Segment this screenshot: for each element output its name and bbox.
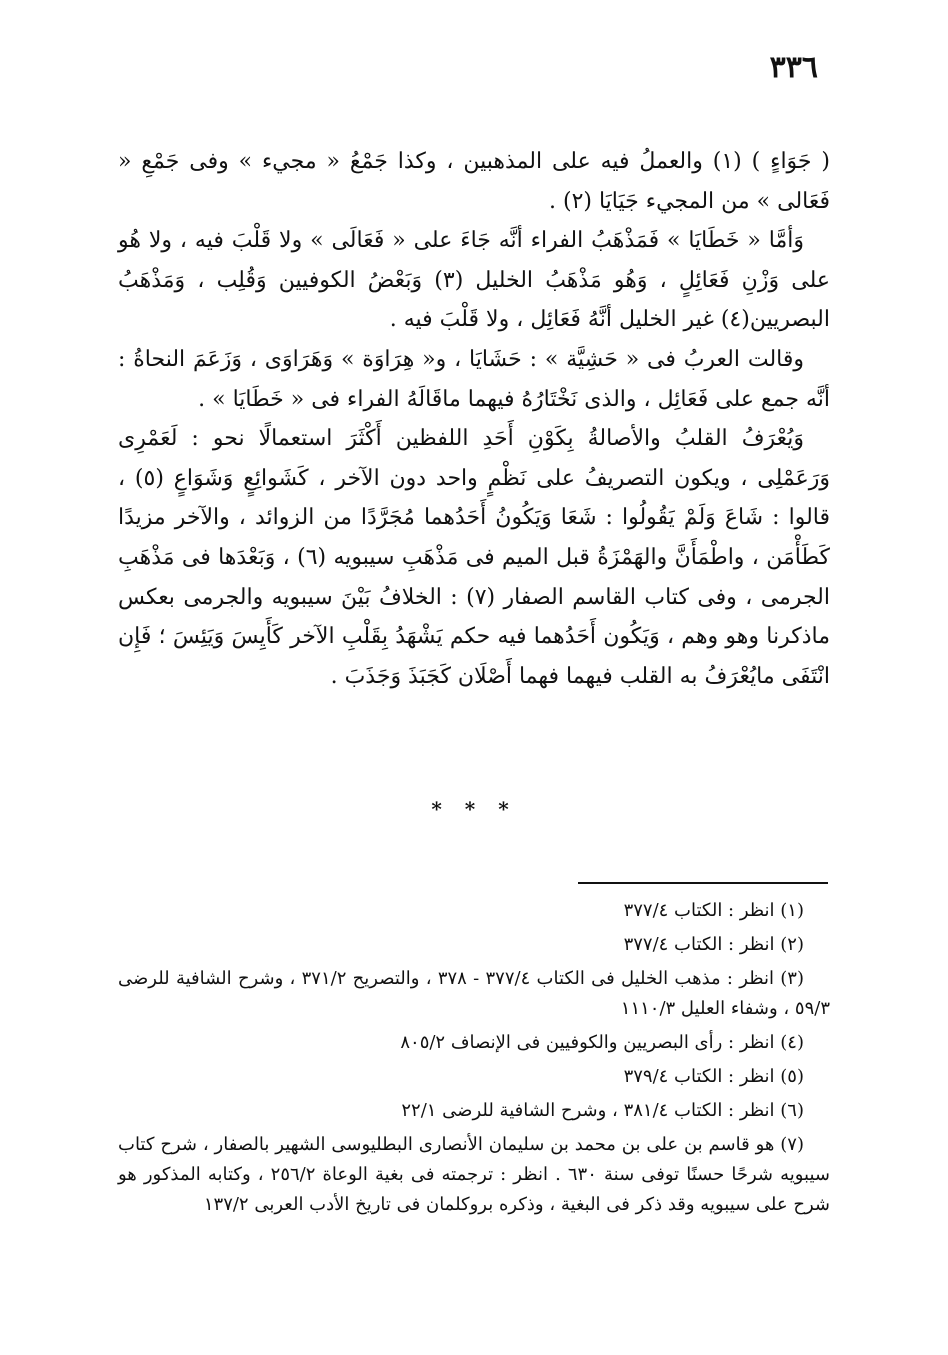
footnote: (٤) انظر : رأى البصريين والكوفيين فى الإنصاف ٨٠٥/٢ bbox=[400, 1032, 804, 1053]
paragraph: ( جَوَاءٍ ) (١) والعملُ فيه على المذهبين ، وكذا جَمْعُ « مجيء » وفى جَمْعِ « فَعَالى » من المجيء جَيَايَا (٢) . bbox=[118, 149, 830, 214]
paragraph: وَيُعْرَفُ القلبُ والأصالةُ بِكَوْنِ أَحَدِ اللفظين أَكْثَرَ استعمالًا نحو : لَعَمْرِى وَرَعَمْلِى ، ويكون التصريفُ على نَظْمٍ واحد دون الآخر ، كَشَوائِعٍ وَشَوَاعٍ (٥) ، قالوا : شَاعَ وَلَمْ يَقُولُوا : شَعَا وَيَكُونُ أَحَدُهما مُجَرَّدًا من الزوائد ، والآخر مزيدًا كَطَأْمَن ، واطْمَأَنَّ والهَمْزَةُ قبل الميم فى مَذْهَبِ سيبويه (٦) ، وَبَعْدَها فى مَذْهَبِ الجرمى ، وفى كتاب القاسم الصفار (٧) : الخلافُ بَيْنَ سيبويه والجرمى بعكس ماذكرنا وهو وهم ، وَيَكُون أَحَدُهما فيه حكم يَشْهَدُ بِقَلْبِ الآخر كَأَيِسَ وَيَئِسَ ؛ فَإِن انْتَفَى مايُعْرَفُ به القلب فيهما فهما أَصْلَان كَجَبَذَ وَجَذَبَ . bbox=[118, 426, 830, 689]
paragraph: وقالت العربُ فى « حَشِيَّة » : حَشَايَا ، و« هِرَاوَة » وَهَرَاوَى ، وَزَعَمَ النحاةُ : أنَّه جمع على فَعَائِل ، والذى نَخْتَارُهُ فيهما ماقَالَهُ الفراء فى « خَطَايَا » . bbox=[118, 346, 830, 412]
footnote: (٧) هو قاسم بن على بن محمد بن سليمان الأنصارى البطليوسى الشهير بالصفار ، شرح كتاب سيبويه شرحًا حسنًا توفى سنة ٦٣٠ . انظر : ترجمته فى بغية الوعاة ٢٥٦/٢ ، وكتابه المذكور هو شرح على سيبويه وقد ذكر فى البغية ، وذكره بروكلمان فى تاريخ الأدب العربى ١٣٧/٢ bbox=[118, 1134, 830, 1215]
footnote: (٥) انظر : الكتاب ٣٧٩/٤ bbox=[623, 1066, 804, 1087]
footnote: (٦) انظر : الكتاب ٣٨١/٤ ، وشرح الشافية للرضى ٢٢/١ bbox=[401, 1100, 804, 1121]
footnote: (٣) انظر : مذهب الخليل فى الكتاب ٣٧٧/٤ - ٣٧٨ ، والتصريح ٣٧١/٢ ، وشرح الشافية للرضى ٥٩/٣ ، وشفاء العليل ١١١٠/٣ bbox=[118, 968, 830, 1019]
section-separator: * * * bbox=[431, 797, 517, 821]
page-number: ٣٣٦ bbox=[769, 50, 818, 85]
main-text bbox=[118, 142, 830, 696]
paragraph: وَأمَّا « خَطَايَا » فَمَذْهَبُ الفراء أنَّه جَاءَ على « فَعَالَى » ولا قَلْبَ فيه ، ولا هُو على وَزْنِ فَعَائِلٍ ، وَهُو مَذْهَبُ الخليل (٣) وَبَعْضُ الكوفيين وَقُلِب ، وَمَذْهَبُ البصريين(٤) غير الخليل أنَّهُ فَعَائِل ، ولا قَلْبَ فيه . bbox=[118, 228, 830, 333]
footnote: (٢) انظر : الكتاب ٣٧٧/٤ bbox=[623, 934, 804, 955]
footnotes bbox=[118, 896, 830, 1224]
footnote-divider bbox=[578, 882, 828, 884]
footnote: (١) انظر : الكتاب ٣٧٧/٤ bbox=[623, 900, 804, 921]
